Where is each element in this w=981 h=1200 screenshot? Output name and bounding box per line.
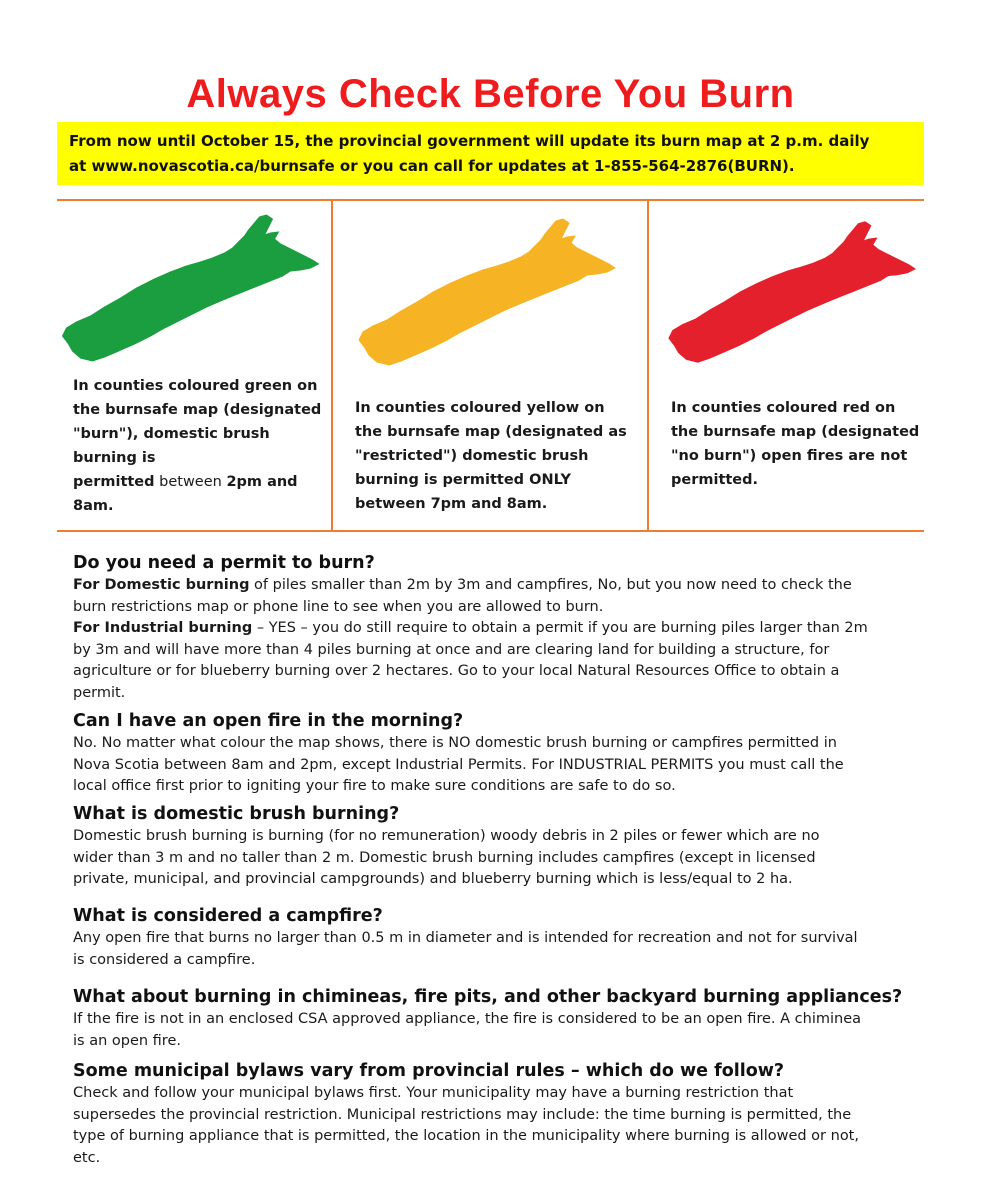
- section-morning: [73, 709, 913, 798]
- nova-scotia-shape: [359, 219, 615, 365]
- section-heading: Some municipal bylaws vary from provincial rules – which do we follow?: [73, 1061, 785, 1081]
- domestic-label: For Domestic burning: [73, 577, 250, 593]
- caption-yellow: [355, 396, 627, 516]
- body-line: Nova Scotia between 8am and 2pm, except Industrial Permits. For INDUSTRIAL PERMITS you must call the: [73, 756, 844, 773]
- caption-line: burning is: [73, 450, 156, 466]
- nova-scotia-shape: [669, 222, 915, 362]
- caption-line: In counties coloured yellow on: [355, 400, 605, 416]
- caption-red: [671, 396, 919, 492]
- section-bylaws: [73, 1059, 913, 1169]
- body-line: Any open fire that burns no larger than 0.5 m in diameter and is intended for recreation and not for survival: [73, 930, 858, 946]
- section-body: [73, 1009, 913, 1052]
- table-bottom-rule: [57, 530, 924, 532]
- section-heading: Do you need a permit to burn?: [73, 553, 375, 573]
- caption-line: "burn"), domestic brush: [73, 426, 270, 442]
- caption-line: "no burn") open fires are not: [671, 448, 908, 464]
- section-body: [73, 826, 913, 891]
- body-line: Domestic brush burning is burning (for no remuneration) woody debris in 2 piles or fewer which are no: [73, 828, 820, 844]
- section-chimineas: [73, 985, 913, 1052]
- body-fragment: – YES – you do still require to obtain a permit if you are burning piles larger than 2m: [252, 620, 868, 636]
- map-yellow: [352, 212, 622, 372]
- body-line: supersedes the provincial restriction. Municipal restrictions may include: the time burning is permitted, the: [73, 1106, 852, 1123]
- section-heading: What is domestic brush burning?: [73, 804, 400, 824]
- section-body: [73, 928, 913, 971]
- body-line: Check and follow your municipal bylaws first. Your municipality may have a burning restriction that: [73, 1085, 794, 1101]
- caption-fragment: permitted: [73, 474, 155, 490]
- banner-line-2: at www.novascotia.ca/burnsafe or you can call for updates at 1-855-564-2876(BURN).: [69, 157, 795, 175]
- map-red: [667, 212, 917, 372]
- section-body: [73, 575, 913, 704]
- section-permit: [73, 551, 913, 704]
- body-line: burn restrictions map or phone line to see when you are allowed to burn.: [73, 598, 604, 615]
- column-divider-1: [331, 199, 333, 532]
- body-line: No. No matter what colour the map shows, there is NO domestic brush burning or campfires permitted in: [73, 735, 837, 751]
- caption-line: In counties coloured red on: [671, 400, 896, 416]
- caption-line: the burnsafe map (designated as: [355, 424, 627, 440]
- body-line: type of burning appliance that is permitted, the location in the municipality where burning is allowed or not,: [73, 1128, 859, 1144]
- body-line: [73, 618, 913, 640]
- body-line: [73, 575, 913, 597]
- map-green: [58, 208, 323, 368]
- industrial-label: For Industrial burning: [73, 620, 253, 636]
- column-divider-2: [647, 199, 649, 532]
- body-line: local office first prior to igniting your fire to make sure conditions are safe to do so.: [73, 778, 676, 794]
- body-fragment: of piles smaller than 2m by 3m and campfires, No, but you now need to check the: [249, 577, 852, 593]
- body-line: agriculture or for blueberry burning over 2 hectares. Go to your local Natural Resources Office to obtain a: [73, 663, 840, 679]
- caption-line: the burnsafe map (designated: [73, 402, 322, 418]
- table-top-rule: [57, 199, 924, 201]
- caption-line: the burnsafe map (designated: [671, 424, 920, 440]
- caption-line: burning is permitted ONLY: [355, 472, 572, 488]
- section-body: [73, 733, 913, 798]
- body-line: private, municipal, and provincial campgrounds) and blueberry burning which is less/equal to 2 ha.: [73, 871, 793, 887]
- caption-line: between 7pm and 8am.: [355, 496, 548, 512]
- caption-line: permitted.: [671, 472, 759, 488]
- banner-line-1: From now until October 15, the provincial government will update its burn map at 2 p.m. daily: [69, 132, 870, 150]
- body-line: If the fire is not in an enclosed CSA approved appliance, the fire is considered to be an open fire. A chiminea: [73, 1011, 862, 1027]
- caption-line: 8am.: [73, 498, 114, 514]
- body-line: wider than 3 m and no taller than 2 m. Domestic brush burning includes campfires (except in licensed: [73, 849, 816, 866]
- caption-fragment: between: [154, 474, 227, 490]
- section-heading: Can I have an open fire in the morning?: [73, 711, 464, 731]
- section-heading: What about burning in chimineas, fire pits, and other backyard burning appliances?: [73, 987, 903, 1007]
- caption-line: [73, 470, 321, 494]
- nova-scotia-shape: [63, 215, 319, 361]
- body-line: is considered a campfire.: [73, 951, 256, 968]
- section-heading: What is considered a campfire?: [73, 906, 383, 926]
- info-banner: [57, 122, 924, 185]
- page-title: Always Check Before You Burn: [186, 72, 795, 116]
- caption-fragment: 2pm and: [226, 474, 298, 490]
- caption-line: "restricted") domestic brush: [355, 448, 589, 464]
- body-line: by 3m and will have more than 4 piles burning at once and are clearing land for building a structure, for: [73, 641, 830, 658]
- body-line: etc.: [73, 1149, 101, 1166]
- section-body: [73, 1083, 913, 1169]
- caption-line: In counties coloured green on: [73, 378, 318, 394]
- section-campfire: [73, 904, 913, 971]
- body-line: is an open fire.: [73, 1032, 181, 1049]
- section-domestic: [73, 802, 913, 891]
- body-line: permit.: [73, 684, 126, 701]
- caption-green: [73, 374, 321, 518]
